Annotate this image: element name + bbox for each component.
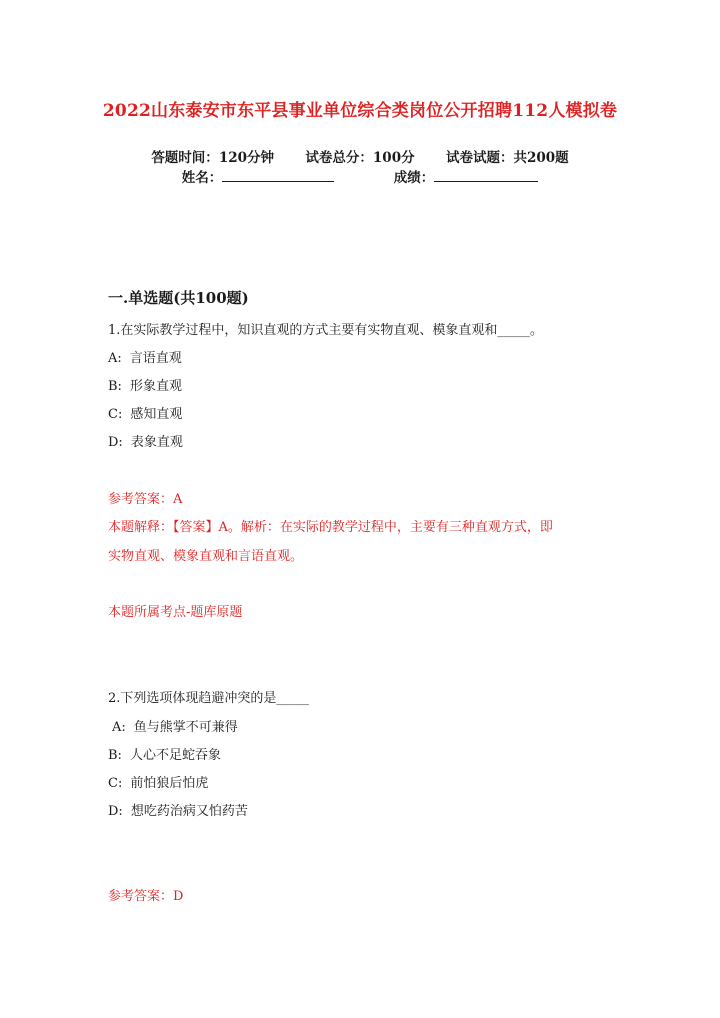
option-a [112, 716, 238, 735]
option-b [108, 744, 221, 763]
name-blank[interactable] [222, 169, 334, 182]
grade-label: 成绩： [393, 170, 435, 186]
candidate-info-line [0, 166, 720, 186]
option-key: A: [108, 351, 122, 366]
explanation-text: 实物直观、模象直观和言语直观。 [108, 549, 304, 564]
option-d [108, 800, 248, 819]
answer-text: 参考答案：D [108, 889, 184, 904]
option-key: B: [108, 748, 122, 763]
count-label: 试卷试题： [446, 150, 514, 166]
option-key: D: [108, 435, 123, 450]
option-text: 鱼与熊掌不可兼得 [133, 720, 238, 735]
time-value: 120分钟 [218, 150, 274, 166]
document-title: 2022山东泰安市东平县事业单位综合类岗位公开招聘112人模拟卷 [102, 101, 618, 121]
score-label: 试卷总分： [305, 150, 373, 166]
option-key: B: [108, 379, 122, 394]
grade-blank[interactable] [434, 169, 538, 182]
question-stem: 1.在实际教学过程中，知识直观的方式主要有实物直观、模象直观和_____。 [108, 323, 543, 338]
option-key: C: [108, 776, 123, 791]
option-text: 表象直观 [130, 435, 183, 450]
question-stem: 2.下列选项体现趋避冲突的是_____ [108, 691, 309, 706]
option-text: 前怕狼后怕虎 [130, 776, 209, 791]
option-key: D: [108, 804, 123, 819]
option-text: 形象直观 [129, 379, 182, 394]
option-a [108, 347, 182, 366]
source-text: 本题所属考点-题库原题 [108, 605, 243, 620]
explanation-text: 本题解释：【答案】A。解析：在实际的教学过程中，主要有三种直观方式，即 [108, 520, 553, 535]
section-heading: 一.单选题(共100题) [108, 289, 249, 307]
score-value: 100分 [372, 150, 415, 166]
time-label: 答题时间： [151, 150, 219, 166]
option-text: 感知直观 [130, 407, 183, 422]
count-value: 共200题 [513, 150, 569, 166]
name-label: 姓名： [181, 170, 223, 186]
option-d [108, 431, 183, 450]
option-b [108, 375, 182, 394]
option-text: 想吃药治病又怕药苦 [130, 804, 248, 819]
option-key: C: [108, 407, 123, 422]
exam-info-line [0, 146, 720, 166]
option-c [108, 772, 208, 791]
option-key: A: [112, 720, 126, 735]
option-text: 言语直观 [129, 351, 182, 366]
option-c [108, 403, 182, 422]
answer-text: 参考答案：A [108, 492, 183, 507]
option-text: 人心不足蛇吞象 [129, 748, 221, 763]
